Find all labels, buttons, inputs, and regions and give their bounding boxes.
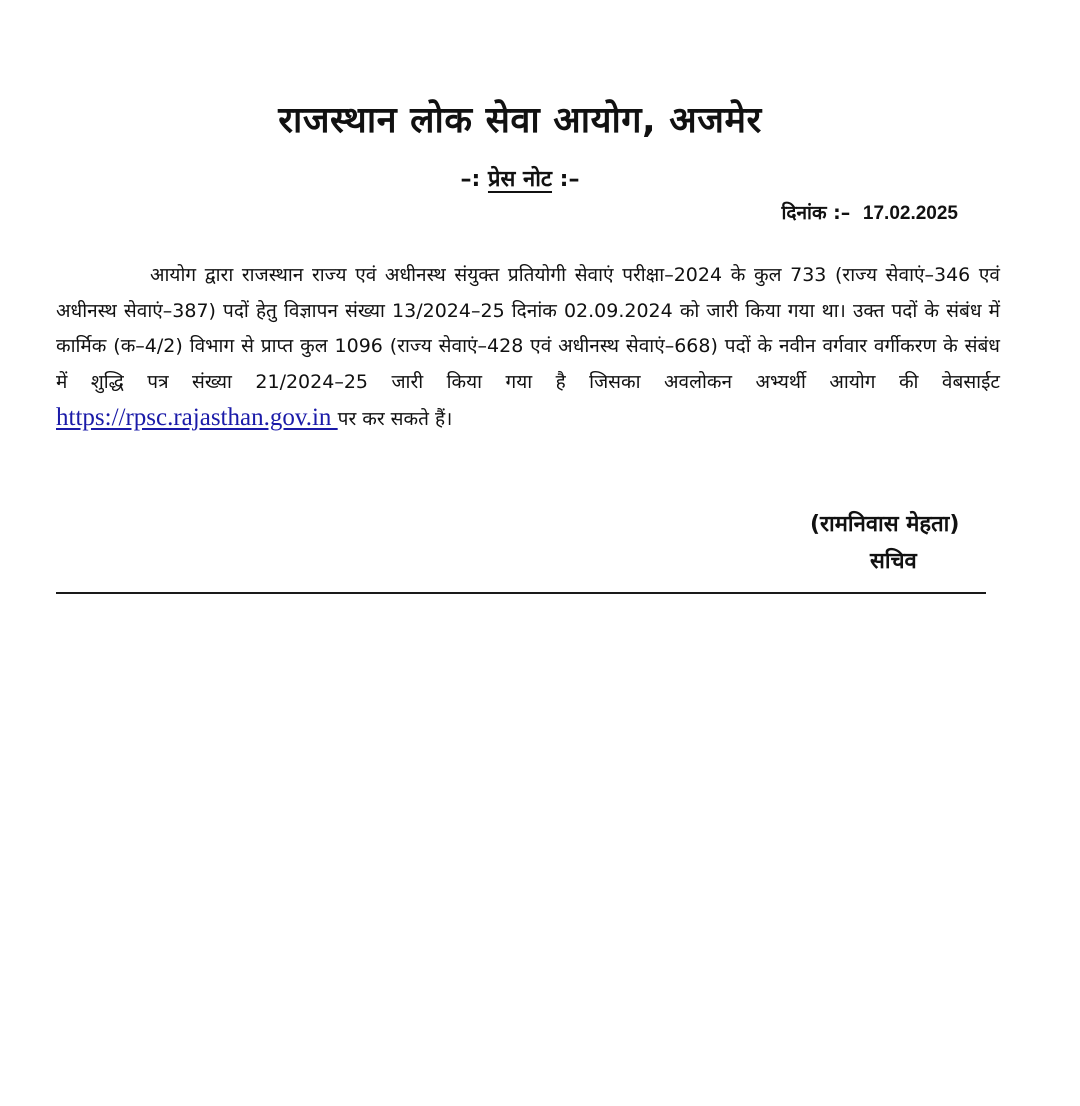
body-trailing-text: पर कर सकते हैं। — [337, 408, 453, 430]
website-link[interactable]: https://rpsc.rajasthan.gov.in — [56, 404, 338, 431]
press-note-suffix: :– — [552, 167, 580, 192]
press-note-prefix: –: — [460, 167, 488, 192]
organization-title: राजस्थान लोक सेवा आयोग, अजमेर — [278, 100, 762, 141]
bottom-divider — [56, 592, 986, 594]
date-line — [782, 199, 959, 225]
signatory-designation: सचिव — [870, 549, 917, 574]
body-paragraph — [56, 258, 1000, 438]
body-text: आयोग द्वारा राजस्थान राज्य एवं अधीनस्थ संयुक्त प्रतियोगी सेवाएं परीक्षा–2024 के कुल 733 (राज्य सेवाएं–346 एवं अधीनस्थ सेवाएं–387) पदों हेतु विज्ञापन संख्या 13/2024–25 दिनांक 02.09.2024 को जारी किया गया था। उक्त पदों के संबंध में कार्मिक (क–4/2) विभाग से प्राप्त कुल 1096 (राज्य सेवाएं–428 एवं अधीनस्थ सेवाएं–668) पदों के नवीन वर्गवार वर्गीकरण के संबंध में शुद्धि पत्र संख्या 21/2024–25 जारी किया गया है जिसका अवलोकन अभ्यर्थी आयोग की वेबसाईट — [56, 264, 1000, 393]
date-label: दिनांक :– — [781, 202, 851, 224]
date-value: 17.02.2025 — [862, 203, 958, 224]
press-note-label: प्रेस नोट — [487, 167, 553, 192]
signatory-name: (रामनिवास मेहता) — [810, 512, 960, 537]
press-note-heading — [0, 163, 1040, 193]
